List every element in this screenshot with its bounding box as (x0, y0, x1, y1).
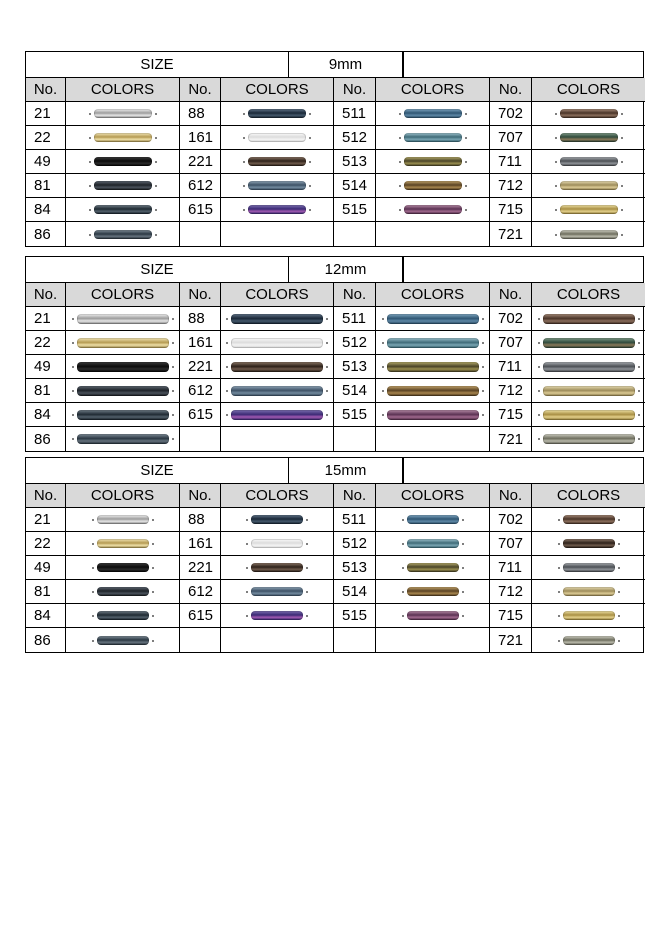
color-swatch-cell (532, 307, 645, 331)
column-header-colors: COLORS (376, 283, 490, 307)
column-header-colors: COLORS (66, 78, 180, 102)
color-number: 21 (26, 307, 66, 331)
color-swatch-cell (221, 355, 334, 379)
bead-swatch (563, 539, 615, 548)
color-swatch-cell (66, 580, 180, 604)
column-header-colors: COLORS (221, 484, 334, 508)
column-header-no: No. (490, 484, 532, 508)
bead-swatch (251, 587, 303, 596)
color-swatch-cell (66, 307, 180, 331)
color-number: 711 (490, 355, 532, 379)
color-swatch-cell (221, 508, 334, 532)
color-number: 515 (334, 604, 376, 628)
empty-cell (334, 628, 376, 652)
color-number: 86 (26, 427, 66, 451)
bead-swatch (248, 181, 306, 190)
color-swatch-cell (66, 403, 180, 427)
color-number: 86 (26, 628, 66, 652)
bead-swatch (407, 563, 459, 572)
color-number: 715 (490, 604, 532, 628)
column-header-colors: COLORS (532, 283, 645, 307)
bead-swatch (231, 410, 323, 420)
column-header-no: No. (334, 78, 376, 102)
color-number: 615 (180, 403, 221, 427)
color-number: 512 (334, 532, 376, 556)
color-number: 702 (490, 307, 532, 331)
color-number: 711 (490, 150, 532, 174)
color-number: 514 (334, 379, 376, 403)
bead-swatch (560, 133, 618, 142)
bead-swatch (248, 157, 306, 166)
bead-swatch (407, 515, 459, 524)
bead-swatch (404, 157, 462, 166)
empty-cell (180, 222, 221, 246)
bead-swatch (543, 386, 635, 396)
column-header-colors: COLORS (221, 78, 334, 102)
color-swatch-cell (66, 532, 180, 556)
column-header-no: No. (26, 283, 66, 307)
bead-swatch (94, 109, 152, 118)
color-swatch-cell (66, 556, 180, 580)
bead-swatch (231, 338, 323, 348)
bead-swatch (231, 314, 323, 324)
color-swatch-cell (532, 379, 645, 403)
bead-swatch (77, 338, 169, 348)
color-swatch-cell (532, 532, 645, 556)
color-swatch-cell (221, 174, 334, 198)
bead-swatch (404, 109, 462, 118)
color-swatch-cell (376, 355, 490, 379)
empty-cell (221, 628, 334, 652)
bead-swatch (77, 362, 169, 372)
size-header-row (26, 257, 643, 283)
size-table-15mm (25, 457, 644, 653)
color-number: 715 (490, 403, 532, 427)
size-header-row (26, 52, 643, 78)
bead-swatch (387, 386, 479, 396)
color-number: 22 (26, 331, 66, 355)
color-swatch-cell (532, 427, 645, 451)
empty-cell (221, 222, 334, 246)
color-number: 161 (180, 532, 221, 556)
color-swatch-cell (376, 331, 490, 355)
bead-swatch (97, 611, 149, 620)
column-header-no: No. (490, 283, 532, 307)
bead-swatch (97, 515, 149, 524)
color-grid (26, 283, 643, 451)
bead-swatch (94, 205, 152, 214)
color-swatch-cell (376, 102, 490, 126)
bead-swatch (560, 230, 618, 239)
column-header-colors: COLORS (532, 484, 645, 508)
bead-swatch (387, 362, 479, 372)
color-number: 712 (490, 174, 532, 198)
color-swatch-cell (221, 331, 334, 355)
empty-cell (376, 628, 490, 652)
column-header-no: No. (180, 484, 221, 508)
column-header-no: No. (490, 78, 532, 102)
bead-swatch (251, 515, 303, 524)
color-number: 707 (490, 532, 532, 556)
empty-cell (334, 427, 376, 451)
empty-cell (221, 427, 334, 451)
color-swatch-cell (532, 150, 645, 174)
bead-swatch (77, 410, 169, 420)
color-swatch-cell (532, 628, 645, 652)
color-swatch-cell (221, 126, 334, 150)
size-value: 15mm (288, 458, 404, 483)
size-label: SIZE (140, 56, 174, 73)
color-number: 511 (334, 508, 376, 532)
color-swatch-cell (66, 628, 180, 652)
size-table-12mm (25, 256, 644, 452)
color-number: 721 (490, 628, 532, 652)
bead-swatch (251, 563, 303, 572)
color-number: 221 (180, 556, 221, 580)
bead-swatch (560, 205, 618, 214)
column-header-no: No. (180, 78, 221, 102)
color-number: 221 (180, 355, 221, 379)
color-number: 21 (26, 508, 66, 532)
color-swatch-cell (376, 604, 490, 628)
color-swatch-cell (532, 508, 645, 532)
color-swatch-cell (66, 331, 180, 355)
color-swatch-cell (532, 198, 645, 222)
color-swatch-cell (532, 174, 645, 198)
bead-swatch (251, 539, 303, 548)
color-number: 712 (490, 580, 532, 604)
color-swatch-cell (532, 102, 645, 126)
color-number: 81 (26, 174, 66, 198)
color-number: 721 (490, 222, 532, 246)
color-swatch-cell (66, 150, 180, 174)
size-label: SIZE (140, 261, 174, 278)
empty-cell (376, 222, 490, 246)
size-label: SIZE (140, 462, 174, 479)
size-blank (404, 52, 643, 77)
color-number: 612 (180, 580, 221, 604)
color-number: 84 (26, 403, 66, 427)
color-number: 161 (180, 126, 221, 150)
color-number: 84 (26, 198, 66, 222)
bead-swatch (77, 314, 169, 324)
bead-swatch (77, 386, 169, 396)
bead-swatch (387, 410, 479, 420)
color-swatch-cell (66, 355, 180, 379)
bead-swatch (563, 611, 615, 620)
color-swatch-cell (376, 403, 490, 427)
color-number: 512 (334, 126, 376, 150)
column-header-no: No. (334, 484, 376, 508)
column-header-colors: COLORS (376, 484, 490, 508)
color-swatch-cell (221, 198, 334, 222)
bead-swatch (563, 515, 615, 524)
color-number: 161 (180, 331, 221, 355)
bead-swatch (560, 109, 618, 118)
size-value: 12mm (288, 257, 404, 282)
color-swatch-cell (221, 150, 334, 174)
color-swatch-cell (221, 307, 334, 331)
color-number: 512 (334, 331, 376, 355)
color-swatch-cell (376, 556, 490, 580)
column-header-colors: COLORS (376, 78, 490, 102)
bead-swatch (543, 314, 635, 324)
color-swatch-cell (376, 150, 490, 174)
column-header-no: No. (26, 484, 66, 508)
color-number: 702 (490, 102, 532, 126)
bead-swatch (97, 563, 149, 572)
color-swatch-cell (66, 379, 180, 403)
bead-swatch (404, 205, 462, 214)
bead-swatch (251, 611, 303, 620)
color-number: 513 (334, 355, 376, 379)
empty-cell (376, 427, 490, 451)
color-swatch-cell (376, 174, 490, 198)
size-blank (404, 257, 643, 282)
bead-swatch (387, 314, 479, 324)
color-swatch-cell (532, 403, 645, 427)
bead-swatch (94, 181, 152, 190)
column-header-colors: COLORS (221, 283, 334, 307)
color-number: 22 (26, 126, 66, 150)
color-number: 712 (490, 379, 532, 403)
color-number: 21 (26, 102, 66, 126)
color-number: 86 (26, 222, 66, 246)
color-swatch-cell (376, 532, 490, 556)
empty-cell (180, 427, 221, 451)
color-number: 515 (334, 403, 376, 427)
color-number: 49 (26, 355, 66, 379)
column-header-no: No. (334, 283, 376, 307)
color-swatch-cell (221, 403, 334, 427)
color-number: 49 (26, 150, 66, 174)
color-number: 511 (334, 102, 376, 126)
color-swatch-cell (376, 126, 490, 150)
bead-swatch (94, 133, 152, 142)
color-number: 221 (180, 150, 221, 174)
color-grid (26, 78, 643, 246)
bead-swatch (407, 587, 459, 596)
bead-swatch (77, 434, 169, 444)
bead-swatch (407, 539, 459, 548)
color-swatch-cell (376, 580, 490, 604)
color-swatch-cell (66, 174, 180, 198)
bead-swatch (94, 157, 152, 166)
color-number: 513 (334, 556, 376, 580)
bead-swatch (94, 230, 152, 239)
bead-swatch (543, 410, 635, 420)
color-swatch-cell (376, 508, 490, 532)
color-number: 81 (26, 379, 66, 403)
color-number: 615 (180, 198, 221, 222)
color-swatch-cell (221, 102, 334, 126)
column-header-no: No. (180, 283, 221, 307)
color-number: 702 (490, 508, 532, 532)
size-header-row (26, 458, 643, 484)
color-swatch-cell (532, 604, 645, 628)
color-swatch-cell (66, 427, 180, 451)
color-number: 612 (180, 174, 221, 198)
bead-swatch (560, 157, 618, 166)
bead-swatch (97, 587, 149, 596)
color-swatch-cell (66, 508, 180, 532)
color-swatch-cell (221, 604, 334, 628)
bead-swatch (543, 434, 635, 444)
bead-swatch (404, 133, 462, 142)
color-swatch-cell (221, 532, 334, 556)
color-swatch-cell (66, 222, 180, 246)
color-number: 84 (26, 604, 66, 628)
bead-swatch (387, 338, 479, 348)
column-header-colors: COLORS (66, 283, 180, 307)
color-number: 615 (180, 604, 221, 628)
color-grid (26, 484, 643, 652)
color-number: 81 (26, 580, 66, 604)
column-header-no: No. (26, 78, 66, 102)
column-header-colors: COLORS (532, 78, 645, 102)
color-swatch-cell (66, 198, 180, 222)
bead-swatch (563, 587, 615, 596)
color-swatch-cell (221, 556, 334, 580)
color-number: 612 (180, 379, 221, 403)
color-number: 511 (334, 307, 376, 331)
color-swatch-cell (532, 222, 645, 246)
color-swatch-cell (66, 604, 180, 628)
color-number: 707 (490, 331, 532, 355)
color-number: 515 (334, 198, 376, 222)
color-number: 22 (26, 532, 66, 556)
bead-swatch (404, 181, 462, 190)
bead-swatch (231, 386, 323, 396)
color-number: 721 (490, 427, 532, 451)
color-number: 514 (334, 580, 376, 604)
size-table-9mm (25, 51, 644, 247)
bead-swatch (563, 636, 615, 645)
color-swatch-cell (532, 580, 645, 604)
color-swatch-cell (221, 580, 334, 604)
column-header-colors: COLORS (66, 484, 180, 508)
color-number: 707 (490, 126, 532, 150)
color-number: 513 (334, 150, 376, 174)
color-number: 514 (334, 174, 376, 198)
color-swatch-cell (532, 331, 645, 355)
bead-swatch (248, 109, 306, 118)
color-swatch-cell (532, 355, 645, 379)
size-blank (404, 458, 643, 483)
color-swatch-cell (376, 307, 490, 331)
size-value: 9mm (288, 52, 404, 77)
empty-cell (180, 628, 221, 652)
color-number: 49 (26, 556, 66, 580)
color-swatch-cell (66, 102, 180, 126)
bead-swatch (560, 181, 618, 190)
bead-swatch (248, 133, 306, 142)
bead-swatch (543, 362, 635, 372)
color-swatch-cell (376, 379, 490, 403)
color-number: 88 (180, 508, 221, 532)
color-swatch-cell (532, 556, 645, 580)
bead-swatch (97, 539, 149, 548)
color-number: 88 (180, 307, 221, 331)
bead-swatch (543, 338, 635, 348)
color-swatch-cell (221, 379, 334, 403)
bead-swatch (248, 205, 306, 214)
color-swatch-cell (66, 126, 180, 150)
color-number: 88 (180, 102, 221, 126)
bead-swatch (231, 362, 323, 372)
bead-swatch (407, 611, 459, 620)
color-swatch-cell (376, 198, 490, 222)
empty-cell (334, 222, 376, 246)
color-number: 715 (490, 198, 532, 222)
bead-swatch (97, 636, 149, 645)
color-swatch-cell (532, 126, 645, 150)
bead-swatch (563, 563, 615, 572)
color-number: 711 (490, 556, 532, 580)
